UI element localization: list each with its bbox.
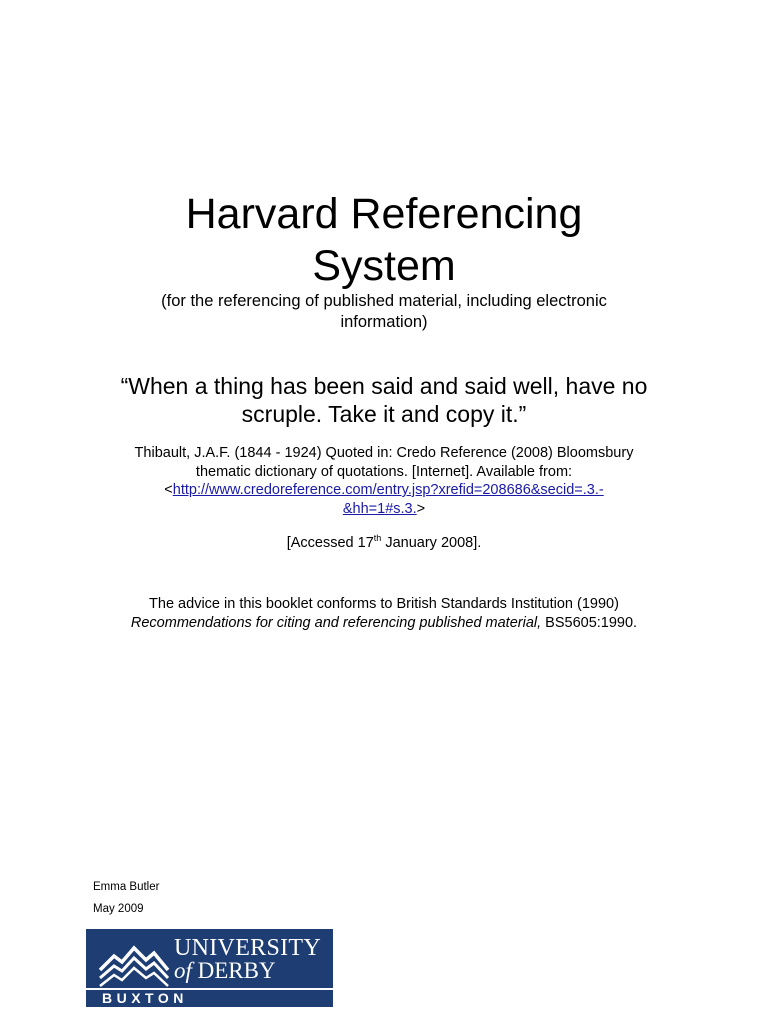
logo-derby-word: DERBY	[191, 958, 276, 983]
advice-line-2	[0, 614, 768, 633]
url-open-bracket: <	[164, 482, 173, 498]
logo-university-text: UNIVERSITY	[174, 935, 321, 961]
citation-link-part-2[interactable]: &hh=1#s.3.	[342, 500, 417, 517]
accessed-ordinal: th	[373, 533, 382, 543]
citation-link-part-1[interactable]: http://www.credoreference.com/entry.jsp?xrefid=208686&secid=.3.-	[172, 482, 604, 498]
quote-line-2: scruple. Take it and copy it.”	[241, 401, 527, 427]
author-name: Emma Butler	[93, 881, 160, 893]
standards-note	[0, 595, 768, 632]
accessed-suffix: January 2008].	[381, 535, 482, 551]
citation-url-line-2	[0, 500, 768, 519]
logo-campus-text: BUXTON	[102, 990, 188, 1006]
advice-standard-code: BS5605:1990.	[541, 614, 638, 631]
advice-line-1: The advice in this booklet conforms to British Standards Institution (1990)	[149, 596, 619, 612]
logo-derby-text	[174, 958, 276, 984]
citation-line-1: Thibault, J.A.F. (1844 - 1924) Quoted in: Credo Reference (2008) Bloomsbury	[134, 445, 634, 461]
document-subtitle	[0, 291, 768, 333]
quote-citation	[0, 444, 768, 518]
quote-line-1: “When a thing has been said and said well, have no	[120, 373, 648, 399]
subtitle-line-1: (for the referencing of published material, including electronic	[161, 292, 607, 310]
title-line-1: Harvard Referencing	[185, 190, 583, 238]
citation-line-2: thematic dictionary of quotations. [Internet]. Available from:	[195, 463, 573, 480]
publication-date: May 2009	[93, 903, 144, 915]
mountain-logo-icon	[98, 940, 170, 988]
document-title	[0, 188, 768, 292]
logo-of-text: of	[174, 958, 192, 983]
advice-publication-title: Recommendations for citing and referencing published material,	[130, 614, 542, 631]
subtitle-line-2: information)	[340, 313, 428, 331]
title-line-2: System	[312, 242, 456, 290]
citation-url-line-1	[0, 481, 768, 500]
url-close-bracket: >	[416, 500, 426, 517]
university-logo	[86, 929, 333, 1007]
epigraph-quote	[0, 372, 768, 428]
accessed-prefix: [Accessed 17	[286, 535, 374, 551]
accessed-date	[0, 534, 768, 552]
